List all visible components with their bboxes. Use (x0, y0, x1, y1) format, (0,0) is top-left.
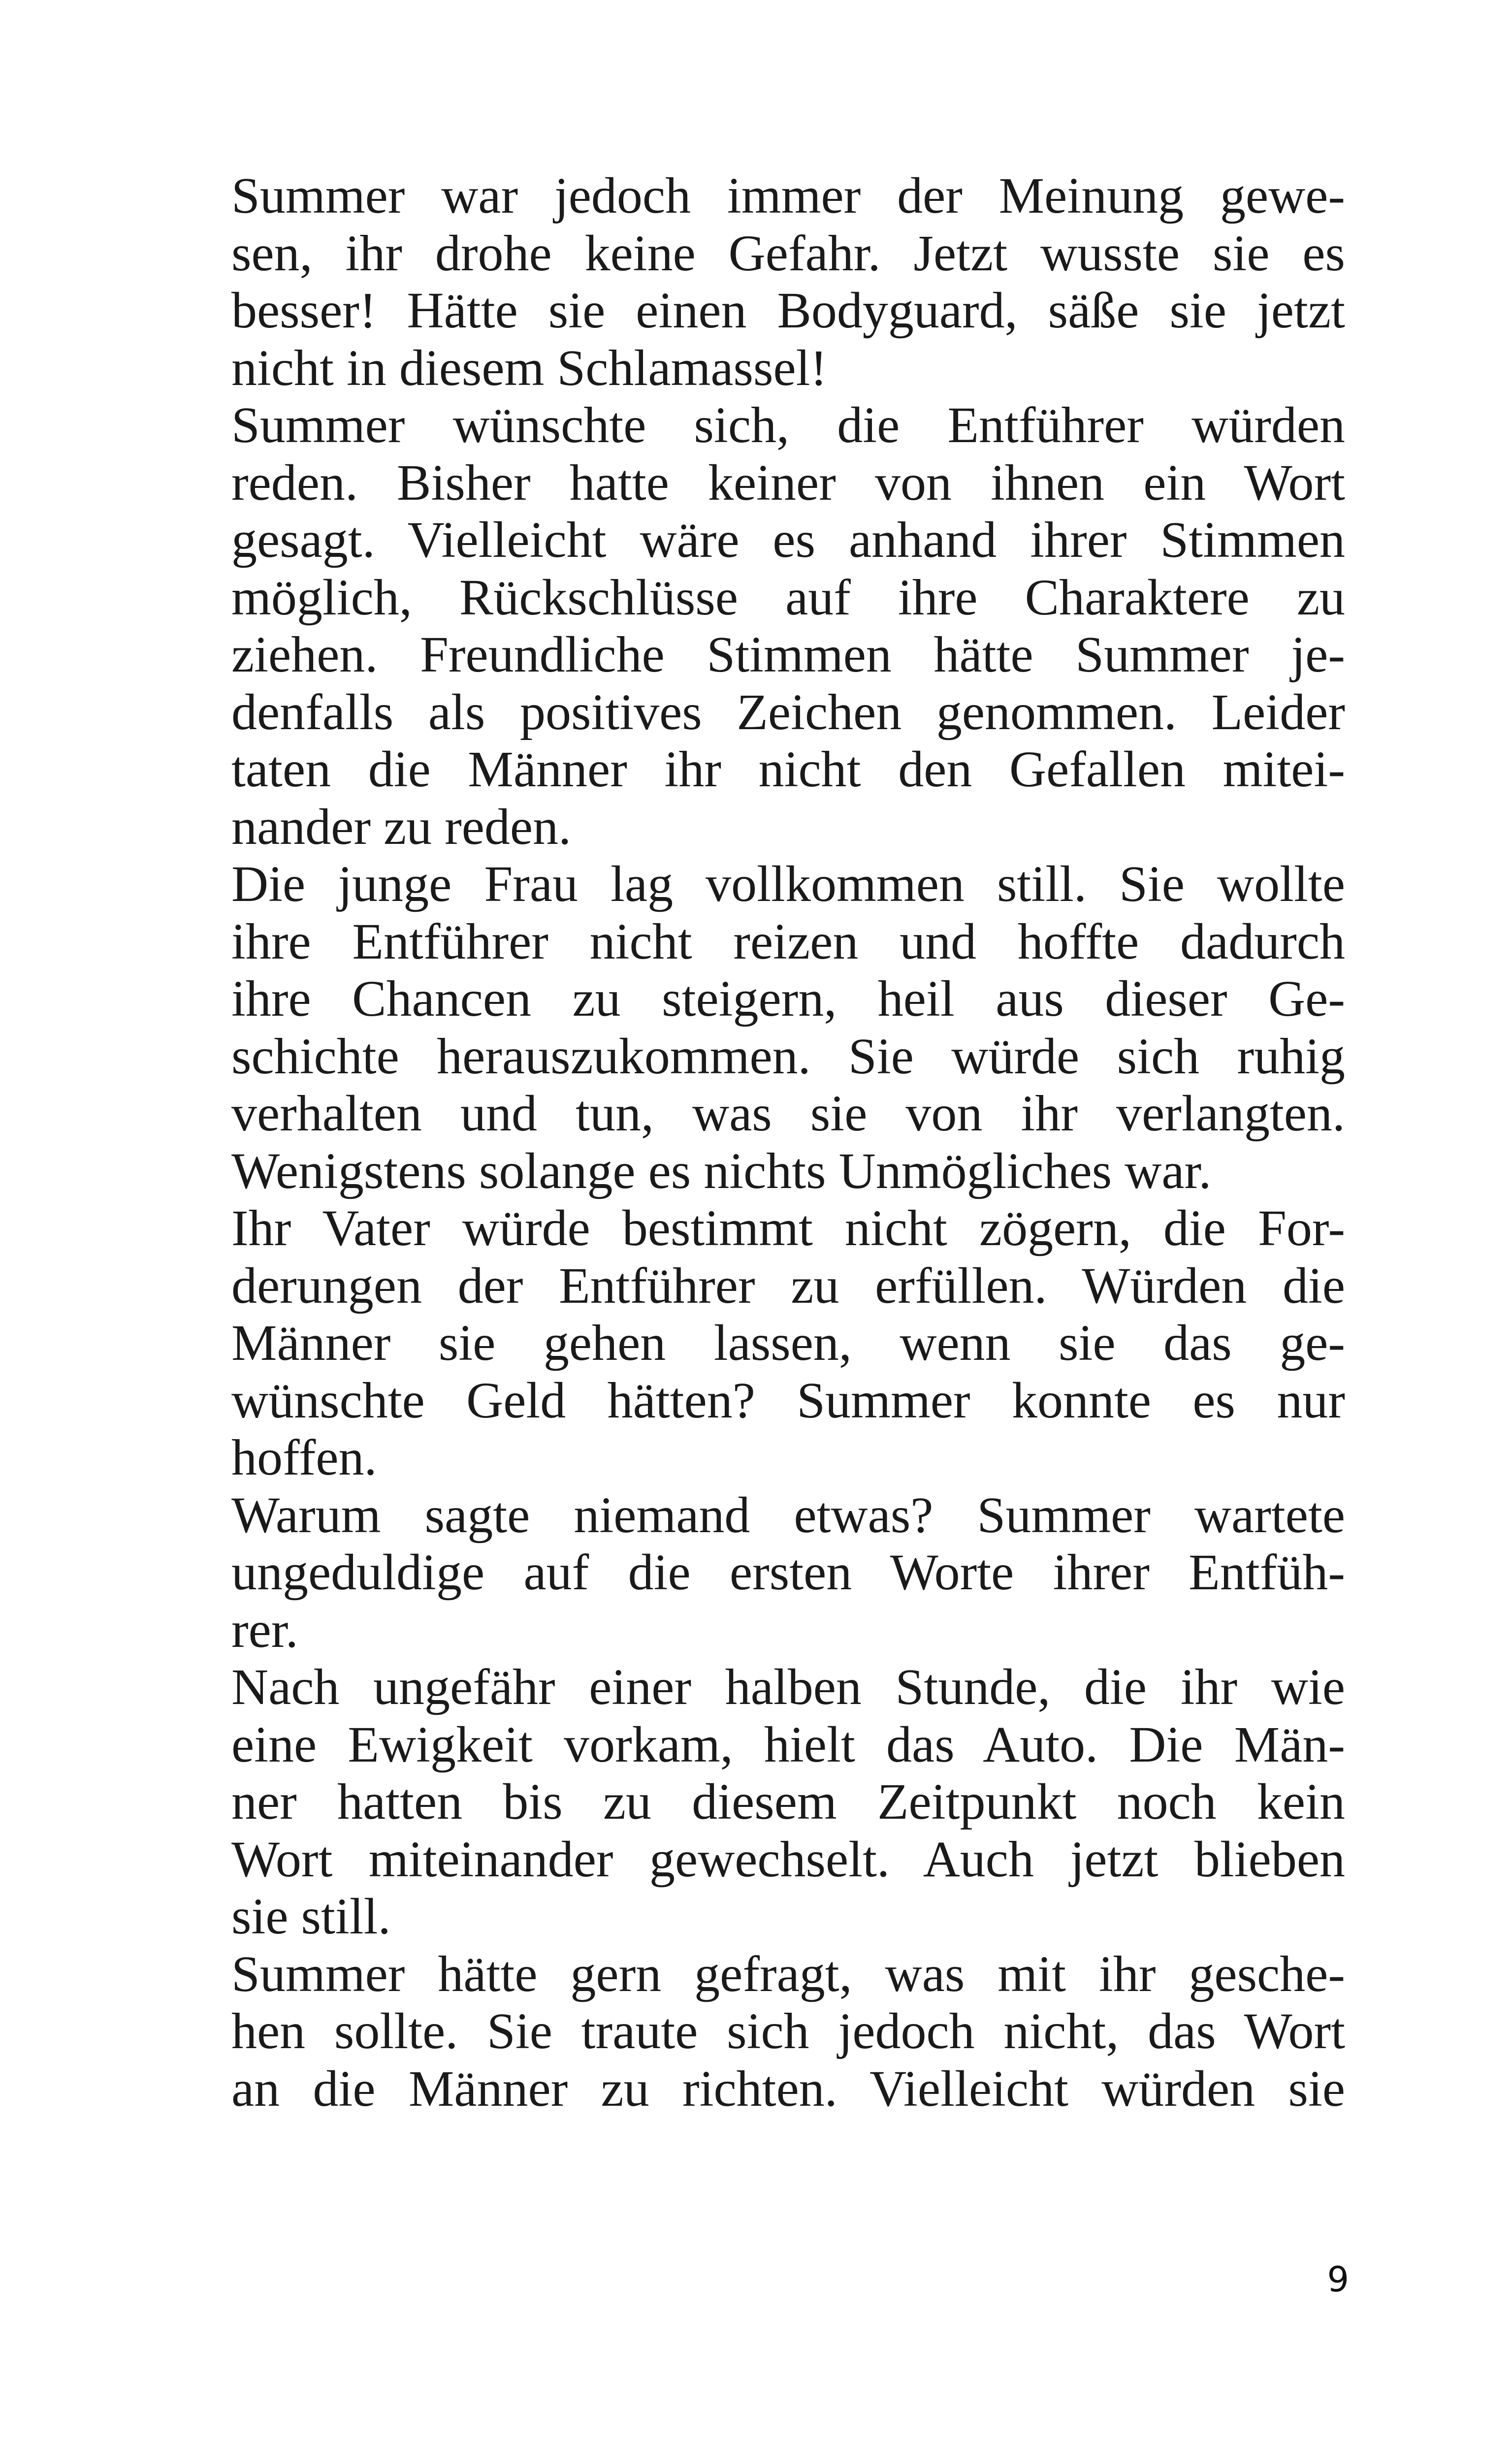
text-line: ihre Chancen zu steigern, heil aus dieser Ge- (231, 970, 1345, 1027)
text-line: wünschte Geld hätten? Summer konnte es nur (231, 1372, 1345, 1429)
paragraph (231, 1946, 1345, 2118)
text-line: hen sollte. Sie traute sich jedoch nicht, das Wort (231, 2003, 1345, 2059)
text-line: schichte herauszukommen. Sie würde sich ruhig (231, 1028, 1345, 1085)
paragraph (231, 397, 1345, 856)
paragraph (231, 1200, 1345, 1487)
text-line: nander zu reden. (231, 798, 572, 855)
text-line: ziehen. Freundliche Stimmen hätte Summer je- (231, 626, 1345, 683)
text-line: Summer war jedoch immer der Meinung gewe- (231, 167, 1345, 224)
text-line: taten die Männer ihr nicht den Gefallen mitei- (231, 741, 1345, 798)
text-line: sie still. (231, 1888, 391, 1945)
text-line: besser! Hätte sie einen Bodyguard, säße sie jetzt (231, 282, 1345, 339)
text-line: Summer hätte gern gefragt, was mit ihr gesche- (231, 1945, 1345, 2002)
text-line: nicht in diesem Schlamassel! (231, 339, 828, 396)
text-line: Summer wünschte sich, die Entführer würden (231, 397, 1345, 453)
text-line: ner hatten bis zu diesem Zeitpunkt noch kein (231, 1773, 1345, 1830)
text-line: verhalten und tun, was sie von ihr verlangten. (231, 1085, 1345, 1142)
text-line: eine Ewigkeit vorkam, hielt das Auto. Die Män- (231, 1716, 1345, 1773)
text-line: ihre Entführer nicht reizen und hoffte dadurch (231, 913, 1345, 970)
text-line: Warum sagte niemand etwas? Summer wartete (231, 1486, 1345, 1543)
text-line: denfalls als positives Zeichen genommen. Leider (231, 683, 1345, 740)
text-line: Wenigstens solange es nichts Unmögliches war. (231, 1142, 1212, 1199)
text-line: Wort miteinander gewechselt. Auch jetzt blieben (231, 1831, 1345, 1888)
text-line: hoffen. (231, 1429, 377, 1486)
page-number: 9 (1327, 2259, 1349, 2300)
paragraph (231, 167, 1345, 397)
text-line: rer. (231, 1601, 298, 1658)
paragraph (231, 856, 1345, 1200)
text-line: derungen der Entführer zu erfüllen. Würden die (231, 1257, 1345, 1314)
text-line: sen, ihr drohe keine Gefahr. Jetzt wusste sie es (231, 225, 1345, 282)
text-line: ungeduldige auf die ersten Worte ihrer Entfüh- (231, 1544, 1345, 1601)
body-text (231, 167, 1345, 2118)
text-line: an die Männer zu richten. Vielleicht würden sie (231, 2060, 1345, 2117)
text-line: möglich, Rückschlüsse auf ihre Charaktere zu (231, 569, 1345, 626)
text-line: Männer sie gehen lassen, wenn sie das ge- (231, 1315, 1345, 1371)
text-line: reden. Bisher hatte keiner von ihnen ein Wort (231, 454, 1345, 511)
paragraph (231, 1659, 1345, 1946)
text-line: Die junge Frau lag vollkommen still. Sie wollte (231, 856, 1345, 912)
text-line: Ihr Vater würde bestimmt nicht zögern, die For- (231, 1200, 1345, 1256)
text-line: Nach ungefähr einer halben Stunde, die ihr wie (231, 1659, 1345, 1715)
text-line: gesagt. Vielleicht wäre es anhand ihrer Stimmen (231, 512, 1345, 568)
paragraph (231, 1487, 1345, 1659)
